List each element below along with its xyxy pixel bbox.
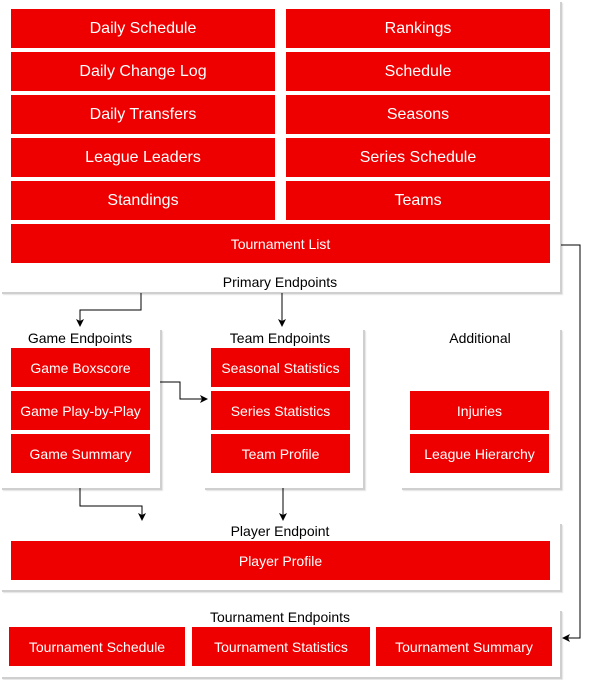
team-endpoints-label: Team Endpoints (229, 330, 331, 346)
injuries-box[interactable]: Injuries (409, 390, 550, 431)
rankings-box[interactable]: Rankings (285, 8, 551, 49)
tournament-statistics-box[interactable]: Tournament Statistics (191, 626, 371, 667)
league-leaders-box[interactable]: League Leaders (10, 137, 276, 178)
series-schedule-box[interactable]: Series Schedule (285, 137, 551, 178)
teams-box[interactable]: Teams (285, 180, 551, 221)
team-profile-box[interactable]: Team Profile (210, 433, 351, 474)
league-hierarchy-box[interactable]: League Hierarchy (409, 433, 550, 474)
tournament-summary-box[interactable]: Tournament Summary (375, 626, 553, 667)
player-endpoint-label: Player Endpoint (230, 523, 330, 539)
arrow-game-to-player (80, 488, 142, 520)
seasonal-statistics-box[interactable]: Seasonal Statistics (210, 347, 351, 388)
game-summary-box[interactable]: Game Summary (10, 433, 151, 474)
game-play-by-play-box[interactable]: Game Play-by-Play (10, 390, 151, 431)
game-endpoints-label: Game Endpoints (27, 330, 133, 346)
daily-transfers-box[interactable]: Daily Transfers (10, 94, 276, 135)
additional-label: Additional (449, 330, 511, 346)
series-statistics-box[interactable]: Series Statistics (210, 390, 351, 431)
game-boxscore-box[interactable]: Game Boxscore (10, 347, 151, 388)
daily-change-log-box[interactable]: Daily Change Log (10, 51, 276, 92)
standings-box[interactable]: Standings (10, 180, 276, 221)
daily-schedule-box[interactable]: Daily Schedule (10, 8, 276, 49)
schedule-box[interactable]: Schedule (285, 51, 551, 92)
tournament-endpoints-label: Tournament Endpoints (209, 609, 351, 625)
seasons-box[interactable]: Seasons (285, 94, 551, 135)
tournament-list-box[interactable]: Tournament List (10, 223, 551, 264)
arrow-game-to-team (160, 382, 207, 399)
primary-endpoints-label: Primary Endpoints (222, 274, 338, 290)
player-profile-box[interactable]: Player Profile (10, 540, 551, 581)
tournament-schedule-box[interactable]: Tournament Schedule (8, 626, 186, 667)
arrow-primary-to-tournament (561, 245, 580, 638)
arrow-primary-to-game (80, 293, 141, 326)
